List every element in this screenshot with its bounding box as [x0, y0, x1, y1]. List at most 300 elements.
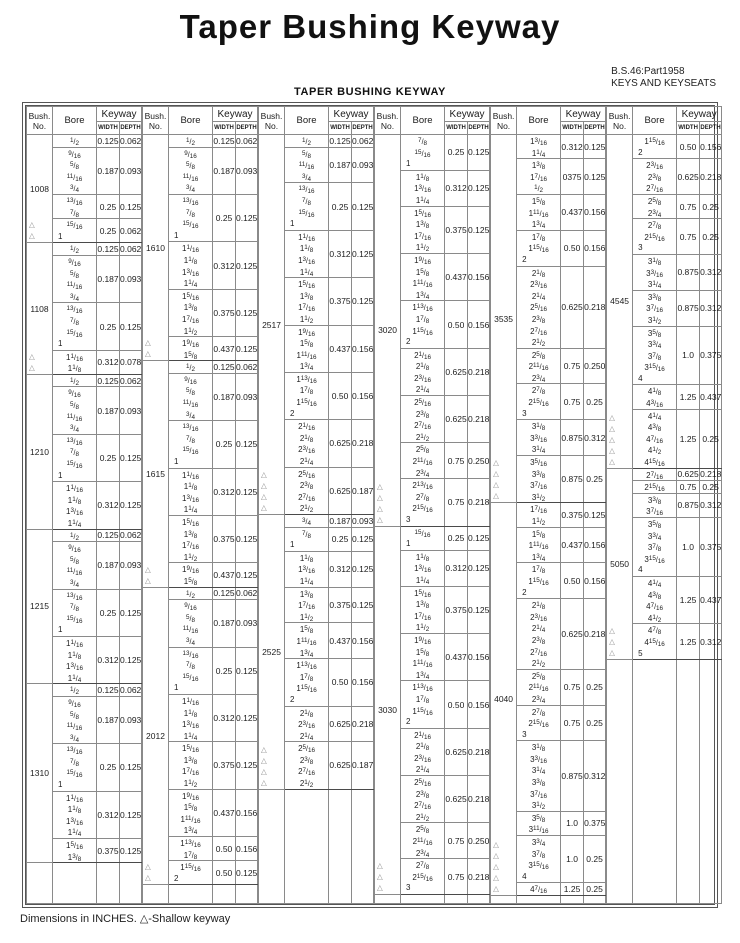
bore-value: 1$^1$/16	[66, 484, 83, 494]
bore-value: 3$^7$/8	[531, 849, 546, 860]
bore-value: 2$^{15}$/16	[528, 719, 549, 729]
keyway-width-cell: 0.437	[561, 194, 584, 230]
keyway-depth-cell: 0.156	[584, 563, 606, 599]
keyway-width-cell: 0.625	[329, 467, 352, 514]
bush-no: 1310	[30, 768, 49, 779]
bore-cell	[53, 374, 97, 387]
keyway-depth-cell: 0.375	[700, 518, 722, 577]
bore-value: 3$^7$/16	[646, 304, 664, 314]
bore-cell	[53, 589, 97, 636]
shallow-keyway-icon: △	[145, 349, 151, 359]
bore-cell	[169, 516, 213, 563]
bore-value: $^{11}$/16	[182, 172, 199, 183]
keyway-depth-cell: 0.156	[468, 681, 490, 728]
bore-value: $^{15}$/16	[66, 769, 83, 780]
shallow-keyway-marks	[493, 839, 499, 894]
shallow-keyway-marks	[377, 481, 383, 525]
bore-value: 1$^3$/8	[415, 220, 430, 230]
bore-value: 3$^3$/8	[531, 469, 546, 480]
bore-value: 3	[406, 515, 411, 524]
bore-cell	[401, 396, 445, 443]
bore-value: 2$^3$/16	[530, 280, 548, 290]
bore-value: 3$^7$/8	[647, 351, 662, 362]
bore-row	[27, 135, 142, 148]
bore-cell	[517, 420, 561, 456]
bore-value: 1$^3$/16	[66, 507, 83, 517]
shallow-keyway-icon: △	[145, 862, 151, 872]
bore-value: 2$^1$/16	[414, 730, 432, 741]
header-bush-no: Bush. No.	[491, 107, 517, 135]
bore-value: $^3$/4	[186, 410, 195, 421]
bore-value: 2$^5$/16	[530, 303, 548, 313]
shallow-keyway-icon: △	[29, 362, 35, 372]
shallow-keyway-marks	[145, 564, 151, 586]
bore-value: $^{13}$/16	[298, 185, 315, 195]
bore-cell	[285, 183, 329, 230]
bore-cell	[53, 791, 97, 838]
bore-value: 2$^7$/8	[415, 861, 430, 871]
bore-value: $^3$/4	[70, 424, 79, 434]
bore-row	[143, 135, 258, 148]
bore-value: 2$^{13}$/16	[412, 481, 433, 491]
keyway-width-cell: 0.125	[329, 135, 351, 146]
bore-value: 2$^5$/8	[647, 196, 662, 207]
shallow-keyway-marks	[145, 861, 151, 883]
bore-value: $^7$/8	[70, 448, 79, 459]
bore-value: 1	[290, 540, 295, 550]
shallow-keyway-icon: △	[261, 766, 267, 776]
shallow-keyway-icon: △	[145, 338, 151, 348]
bore-cell	[517, 811, 561, 835]
keyway-depth-cell: 0.156	[352, 372, 374, 419]
bore-cell	[285, 587, 329, 623]
keyway-width-cell: 0.625	[445, 776, 468, 823]
bore-value: 1$^1$/4	[67, 673, 82, 684]
keyway-depth-cell: 0.125	[352, 527, 374, 551]
bore-value: 1$^1$/16	[66, 352, 83, 363]
bore-value: $^5$/8	[186, 613, 195, 624]
bore-value: 4$^7$/16	[530, 885, 548, 895]
bore-cell	[401, 550, 445, 586]
bore-value: 3$^3$/16	[530, 433, 548, 444]
bore-cell	[169, 600, 213, 647]
bush-no-cell	[27, 684, 53, 863]
bore-value: 1$^1$/16	[66, 793, 83, 804]
bore-value: 2$^3$/8	[531, 635, 546, 646]
bore-cell	[401, 301, 445, 348]
bore-value: 2$^{15}$/16	[412, 872, 433, 883]
bush-no-cell	[607, 135, 633, 469]
keyway-width-cell: 0.125	[213, 362, 235, 373]
keyway-width-cell: 0.125	[97, 685, 119, 696]
keyway-width-cell: 0.25	[329, 183, 352, 230]
bore-value: 1$^1$/2	[183, 779, 198, 789]
empty-row	[607, 660, 722, 904]
bore-value: 2$^3$/8	[415, 789, 430, 800]
header-bore: Bore	[169, 107, 213, 135]
bore-value: 1$^1$/8	[299, 244, 314, 254]
bore-value: $^5$/8	[302, 149, 312, 160]
bore-cell	[169, 694, 213, 741]
bore-cell	[169, 135, 213, 148]
bore-value: $^3$/4	[186, 636, 195, 647]
bush-no-cell	[375, 526, 401, 894]
bore-cell	[53, 147, 97, 194]
bore-value: 1$^{11}$/16	[296, 636, 317, 647]
bore-cell	[53, 434, 97, 481]
bore-cell	[169, 421, 213, 468]
keyway-width-cell: 0.25	[445, 135, 468, 171]
bore-value: 1$^{13}$/16	[296, 374, 317, 385]
bore-value: 1$^5$/8	[183, 576, 198, 587]
keyway-width-cell: 0.625	[561, 599, 584, 670]
bush-no-cell	[27, 135, 53, 243]
keyway-width-cell: 0.125	[97, 530, 119, 541]
bore-value: $^{11}$/16	[182, 625, 199, 635]
bore-value: 2$^1$/8	[415, 742, 430, 752]
keyway-depth-cell: 0.250	[468, 443, 490, 479]
bore-value: 1$^7$/16	[530, 505, 548, 515]
keyway-width-cell: 0.125	[97, 135, 119, 146]
bore-cell	[169, 587, 213, 600]
bore-value: 1$^3$/8	[67, 852, 82, 863]
keyway-width-cell: 0.50	[329, 659, 352, 706]
keyway-depth-cell: 0.156	[584, 194, 606, 230]
keyway-depth-cell: 0.437	[700, 576, 722, 623]
bush-no: 3030	[378, 705, 397, 716]
bore-value: 2$^5$/16	[298, 744, 315, 754]
bore-value: 1	[174, 683, 179, 693]
keyway-depth-cell: 0.218	[468, 776, 490, 823]
bore-value: $^1$/2	[70, 531, 79, 542]
shallow-keyway-icon: △	[493, 884, 499, 893]
bore-value: 3$^1$/4	[531, 445, 546, 456]
bore-value: 1$^7$/16	[182, 314, 199, 325]
bore-value: 3$^3$/16	[646, 268, 664, 279]
bore-value: 1$^9$/16	[182, 565, 199, 575]
keyway-depth-cell: 0.250	[584, 348, 606, 384]
bore-value: 1$^1$/4	[67, 519, 82, 529]
keyway-depth-cell: 0.25	[584, 456, 606, 503]
bore-cell	[53, 194, 97, 218]
bore-value: $^5$/8	[70, 710, 79, 721]
bore-value: 3$^1$/8	[531, 422, 546, 432]
bore-value: 2$^1$/4	[299, 457, 314, 467]
bore-cell	[633, 159, 677, 195]
bore-row	[607, 468, 722, 481]
keyway-width-cell: 0.375	[445, 206, 468, 253]
bush-no: 5050	[610, 558, 630, 569]
bore-value: $^9$/16	[184, 375, 197, 386]
header-depth: DEPTH	[700, 122, 722, 135]
bore-value: 2$^5$/8	[531, 671, 546, 682]
keyway-depth-cell: 0.25	[584, 384, 606, 420]
bore-value: $^7$/8	[70, 316, 79, 327]
bore-value: 1	[58, 780, 63, 790]
header-width: WIDTH	[329, 122, 352, 135]
bush-no: 1008	[30, 183, 49, 194]
keyway-depth-cell: 0.25	[584, 883, 606, 896]
bore-value: 3$^7$/8	[647, 543, 662, 553]
bore-value: 2$^1$/2	[299, 504, 314, 514]
keyway-width-cell: 0.75	[561, 348, 584, 384]
bore-value: 1$^3$/8	[299, 291, 314, 302]
keyway-width-cell: 0.25	[97, 589, 120, 636]
bore-cell	[517, 194, 561, 230]
keyway-width-cell: 0.437	[213, 337, 236, 361]
bore-value: 1$^1$/16	[182, 244, 199, 254]
bore-value: 1$^1$/8	[415, 552, 430, 563]
keyway-width-cell: 0.312	[561, 135, 584, 159]
page-title: Taper Bushing Keyway	[179, 8, 561, 45]
keyway-width-cell: 0.25	[97, 219, 120, 243]
keyway-width-cell: 1.0	[561, 811, 584, 835]
bore-value: 1$^7$/8	[531, 565, 546, 575]
bush-no: 1610	[146, 242, 165, 253]
keyway-width-cell: 0.25	[97, 434, 120, 481]
keyway-depth-cell: 0.25	[584, 705, 606, 741]
bore-value: $^1$/2	[70, 137, 79, 147]
bore-value: $^{13}$/16	[66, 196, 83, 207]
keyway-depth-cell: 0.125	[236, 194, 258, 241]
bore-value: 1$^1$/4	[183, 731, 198, 742]
bore-cell	[53, 135, 97, 148]
keyway-depth-cell: 0.218	[584, 599, 606, 670]
keyway-width-cell: 0.625	[445, 348, 468, 395]
keyway-depth-cell: 0.125	[352, 183, 374, 230]
bore-value: 1$^1$/4	[67, 828, 82, 839]
bore-value: $^{13}$/16	[182, 196, 199, 207]
bore-value: 2$^1$/4	[415, 385, 430, 396]
bore-value: $^5$/8	[70, 401, 79, 411]
bore-value: 2$^1$/2	[299, 779, 314, 789]
bore-row	[491, 503, 606, 527]
bush-no-cell	[143, 135, 169, 361]
bore-value: 1$^3$/16	[182, 720, 199, 730]
keyway-depth-cell: 0.156	[352, 623, 374, 659]
bore-value: 1$^3$/4	[415, 290, 430, 301]
bore-value: 1$^{15}$/16	[412, 326, 433, 337]
bore-value: 1$^1$/8	[299, 553, 314, 564]
keyway-width-cell: 0.375	[329, 278, 352, 325]
bore-value: 2	[290, 694, 295, 704]
bore-value: 1$^5$/8	[183, 803, 198, 813]
bore-value: $^{13}$/16	[66, 305, 83, 315]
bore-value: 2$^7$/8	[647, 221, 662, 231]
bore-value: 1	[406, 159, 411, 169]
keyway-width-cell: 0.625	[677, 469, 699, 480]
bore-value: 1$^3$/4	[415, 670, 430, 681]
bore-value: 1$^5$/8	[299, 339, 314, 349]
keyway-depth-cell: 0.125	[236, 516, 258, 563]
bore-value: 1$^3$/8	[531, 161, 546, 171]
keyway-depth-cell: 0.125	[468, 206, 490, 253]
bush-no: 1215	[30, 601, 49, 612]
bore-value: 1$^7$/16	[182, 767, 199, 778]
bore-value: 2$^1$/16	[414, 350, 432, 361]
bore-value: 2$^7$/16	[414, 801, 432, 811]
keyway-depth-cell: 0.156	[584, 527, 606, 563]
keyway-depth-cell: 0.125	[120, 434, 142, 481]
bore-value: $^{13}$/16	[182, 649, 199, 660]
bore-value: 1$^1$/4	[183, 505, 198, 515]
standard-reference	[611, 66, 716, 90]
bore-cell	[517, 503, 561, 527]
shallow-keyway-icon: △	[261, 492, 267, 501]
keyway-width-cell: 0.437	[213, 563, 236, 587]
shallow-keyway-icon: △	[493, 851, 499, 860]
bore-cell	[169, 147, 213, 194]
header-bush-no: Bush. No.	[27, 107, 53, 135]
keyway-width-cell: 0.75	[561, 669, 584, 705]
empty-row	[27, 863, 142, 904]
bore-value: 1$^1$/4	[299, 576, 314, 587]
bore-value: 1$^{15}$/16	[528, 244, 549, 254]
group-table-2	[142, 106, 258, 904]
shallow-keyway-marks	[609, 412, 615, 467]
header-width: WIDTH	[445, 122, 468, 135]
bore-value: 2$^3$/4	[531, 694, 546, 705]
bore-value: 2$^3$/4	[647, 208, 662, 219]
bore-cell	[401, 170, 445, 206]
keyway-width-cell: 0.187	[329, 147, 352, 183]
keyway-depth-cell: 0.093	[120, 542, 142, 589]
bore-value: $^7$/8	[70, 603, 79, 613]
bore-value: 3$^1$/4	[531, 766, 546, 777]
shallow-keyway-marks	[29, 351, 35, 373]
bore-cell	[53, 696, 97, 743]
bore-value: 3$^{15}$/16	[644, 363, 665, 373]
shallow-keyway-icon: △	[377, 861, 383, 870]
bore-cell	[169, 789, 213, 836]
footer-note: Dimensions in INCHES. △-Shallow keyway	[20, 913, 231, 925]
keyway-width-cell: 0.312	[445, 550, 468, 586]
bore-value: $^1$/2	[186, 589, 195, 600]
bore-value: 1$^5$/8	[531, 196, 546, 207]
keyway-width-cell: 0.312	[329, 230, 352, 277]
keyway-depth-cell: 0.250	[468, 823, 490, 859]
keyway-depth-cell: 0.093	[120, 387, 142, 434]
bore-value: 1$^1$/8	[183, 255, 198, 266]
bore-cell	[633, 385, 677, 409]
keyway-depth-cell: 0.156	[236, 789, 258, 836]
keyway-depth-cell: 0.125	[236, 421, 258, 468]
header-bush-no: Bush. No.	[375, 107, 401, 135]
bore-cell	[53, 387, 97, 434]
bore-value: 4$^1$/2	[647, 613, 662, 624]
keyway-depth-cell: 0.218	[468, 728, 490, 775]
keyway-depth-cell: 0.156	[352, 659, 374, 706]
bore-value: 2	[406, 337, 411, 347]
shallow-keyway-icon: △	[29, 351, 35, 361]
keyway-depth-cell: 0.125	[120, 303, 142, 350]
bore-value: $^9$/16	[68, 544, 81, 554]
group-table-6	[606, 106, 722, 904]
shallow-keyway-icon: △	[609, 637, 615, 647]
keyway-depth-cell: 0.093	[236, 600, 258, 647]
keyway-depth-cell: 0.375	[700, 326, 722, 385]
bore-value: 3$^7$/16	[530, 481, 548, 491]
bore-cell	[53, 529, 97, 542]
bore-cell	[633, 518, 677, 577]
shallow-keyway-icon: △	[377, 503, 383, 513]
bore-value: 3$^5$/8	[647, 328, 662, 339]
bore-value: 1$^3$/4	[531, 220, 546, 230]
keyway-width-cell: 0.25	[97, 744, 120, 791]
bore-value: $^{11}$/16	[66, 412, 83, 423]
bore-value: 4$^{15}$/16	[644, 637, 665, 648]
bore-value: 3	[522, 729, 527, 739]
keyway-depth-cell: 0.312	[584, 420, 606, 456]
bush-no-cell	[27, 243, 53, 375]
shallow-keyway-icon: △	[609, 456, 615, 466]
bush-no: 3020	[378, 325, 397, 336]
keyway-width-cell: 1.0	[677, 326, 700, 385]
bore-value: $^{13}$/16	[66, 436, 83, 447]
bore-value: 2$^1$/4	[415, 765, 430, 776]
bore-value: $^{15}$/16	[66, 614, 83, 625]
bore-cell	[285, 515, 329, 528]
group-table-5	[490, 106, 606, 904]
keyway-depth-cell: 0.125	[120, 194, 142, 218]
keyway-depth-cell: 0.125	[120, 636, 142, 683]
keyway-depth-cell: 0.25	[700, 409, 722, 468]
bore-value: 2	[290, 408, 295, 418]
bore-value: $^1$/2	[302, 137, 312, 147]
bore-value: $^5$/8	[70, 161, 79, 171]
header-keyway: Keyway	[677, 107, 722, 122]
bore-value: 1$^1$/16	[182, 696, 199, 707]
bore-value: $^{13}$/16	[66, 591, 83, 602]
header-depth: DEPTH	[468, 122, 490, 135]
bore-value: 1$^5$/16	[182, 518, 199, 528]
bore-value: 2$^3$/8	[415, 409, 430, 420]
keyway-width-cell: 0.50	[213, 861, 236, 885]
keyway-width-cell: 1.25	[677, 624, 700, 660]
keyway-depth-cell: 0.218	[468, 859, 490, 895]
keyway-depth-cell: 0.093	[120, 147, 142, 194]
shallow-keyway-icon: △	[609, 445, 615, 455]
header-depth: DEPTH	[352, 122, 374, 135]
bore-value: 1$^3$/8	[183, 529, 198, 540]
keyway-width-cell: 0.187	[329, 515, 351, 526]
keyway-depth-cell: 0.125	[236, 289, 258, 336]
standard-reference-line2: KEYS AND KEYSEATS	[611, 78, 716, 89]
keyway-width-cell: 0.187	[213, 600, 236, 647]
keyway-depth-cell: 0.125	[120, 839, 142, 863]
bush-no: 4545	[610, 296, 630, 307]
bore-value: $^{11}$/16	[66, 172, 83, 183]
bore-value: 1$^3$/16	[530, 137, 548, 147]
bore-value: 1$^{11}$/16	[180, 814, 201, 825]
keyway-width-cell: 1.25	[561, 883, 584, 896]
keyway-width-cell: 0.125	[97, 375, 119, 386]
header-keyway: Keyway	[561, 107, 606, 122]
bush-no: 2525	[262, 646, 281, 657]
bore-value: 1$^1$/4	[531, 148, 546, 159]
keyway-width-cell: 0.312	[445, 170, 468, 206]
bore-value: 4$^7$/16	[646, 434, 664, 445]
bore-value: 1$^7$/16	[182, 541, 199, 551]
empty-row	[143, 885, 258, 904]
keyway-depth-cell: 0.218	[468, 348, 490, 395]
bore-row	[259, 515, 374, 528]
bore-cell	[285, 147, 329, 183]
keyway-depth-cell: 0.25	[700, 194, 722, 218]
bore-value: 1$^3$/16	[298, 255, 315, 266]
bore-value: 4	[638, 565, 643, 575]
bore-cell	[401, 586, 445, 633]
